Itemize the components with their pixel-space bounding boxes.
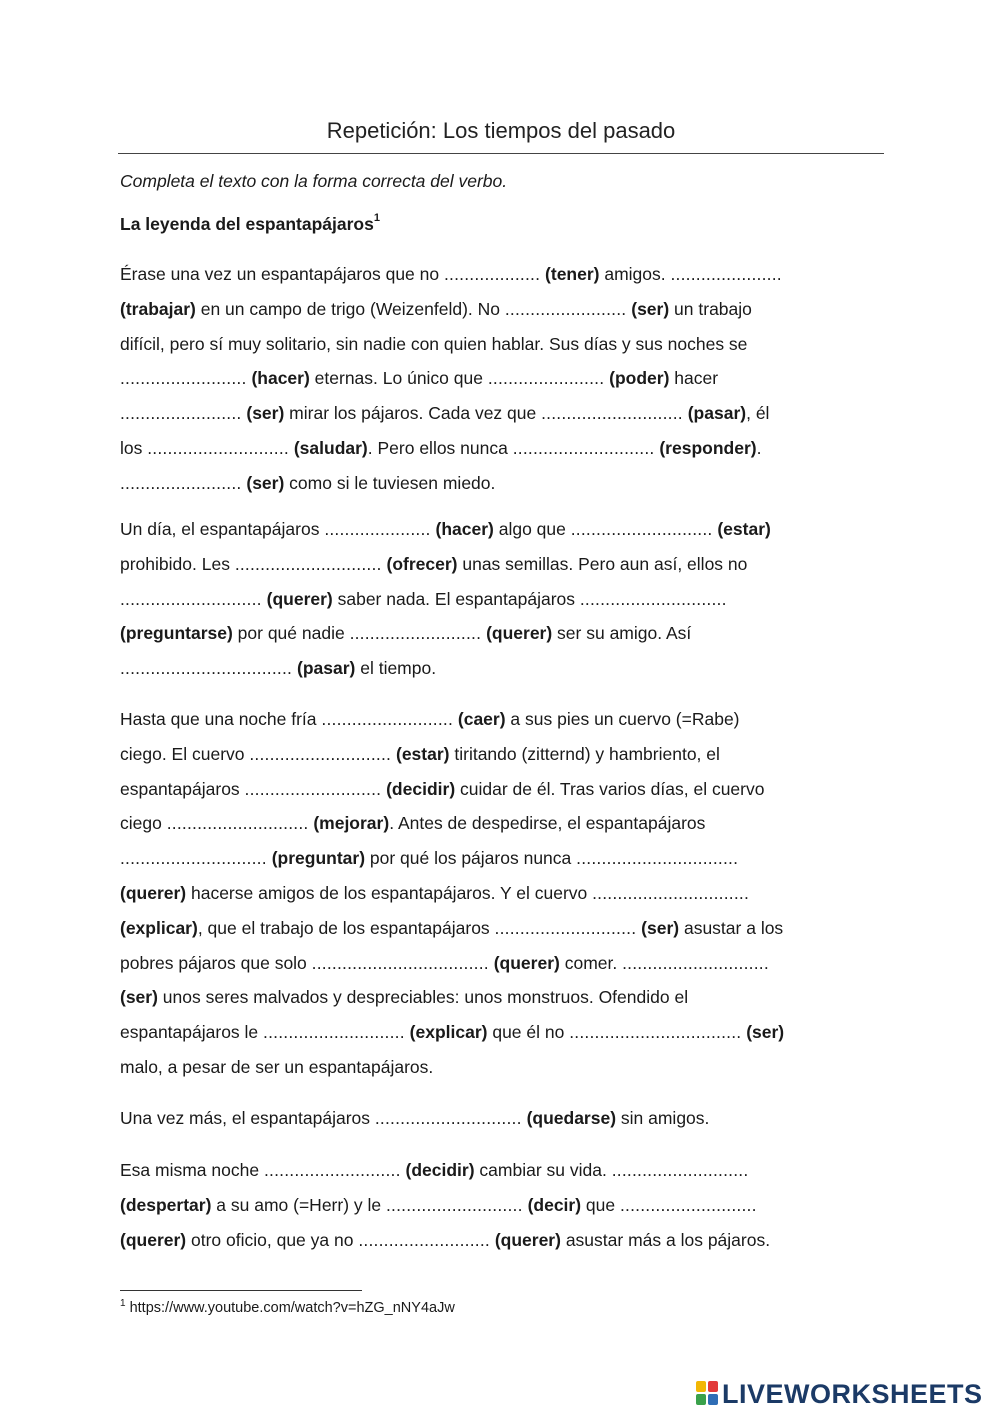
text-segment: cambiar su vida.: [474, 1160, 612, 1180]
answer-blank[interactable]: .............................: [579, 588, 727, 609]
text-segment: asustar más a los pájaros.: [560, 1229, 771, 1250]
text-line: [120, 1050, 885, 1085]
answer-blank[interactable]: ...................: [443, 264, 541, 284]
text-segment: espantapájaros: [120, 778, 245, 799]
text-segment: el tiempo.: [355, 658, 437, 679]
text-segment: Hasta que una noche fría: [120, 709, 322, 729]
text-segment: Érase una vez un espantapájaros que no: [120, 264, 444, 284]
text-segment: ciego: [120, 813, 167, 834]
text-segment: hacerse amigos de los espantapájaros. Y el cuervo: [186, 882, 593, 903]
logo-icon: [696, 1381, 720, 1407]
text-line: [120, 1188, 885, 1223]
footnote-url: https://www.youtube.com/watch?v=hZG_nNY4aJw: [129, 1299, 455, 1316]
verb-hint: (ser): [641, 917, 680, 938]
answer-blank[interactable]: ............................: [512, 437, 655, 458]
answer-blank[interactable]: ..................................: [569, 1022, 742, 1043]
text-segment: por qué nadie: [232, 623, 350, 644]
verb-hint: (preguntar): [271, 848, 366, 869]
answer-blank[interactable]: .............................: [234, 553, 382, 574]
text-segment: eternas. Lo único que: [309, 368, 488, 389]
text-segment: ser su amigo. Así: [552, 623, 692, 644]
text-segment: algo que: [493, 519, 571, 539]
verb-hint: (ser): [746, 1022, 785, 1043]
text-segment: a su amo (=Herr) y le: [211, 1194, 386, 1215]
footnote-number: 1: [120, 1298, 126, 1309]
text-segment: sin amigos.: [616, 1108, 710, 1128]
verb-hint: (caer): [457, 709, 506, 729]
text-line: [120, 841, 885, 876]
answer-blank[interactable]: ............................: [570, 519, 713, 539]
text-line: [120, 396, 885, 431]
text-segment: Una vez más, el espantapájaros: [120, 1108, 375, 1128]
instructions: Completa el texto con la forma correcta del verbo.: [120, 171, 508, 191]
text-segment: prohibido. Les: [120, 553, 235, 574]
verb-hint: (pasar): [297, 658, 356, 679]
answer-blank[interactable]: ........................: [120, 472, 242, 493]
text-line: [120, 1101, 885, 1136]
logo-text: LIVEWORKSHEETS: [722, 1378, 983, 1409]
text-line: [120, 466, 885, 501]
text-line: [120, 582, 885, 617]
text-segment: un trabajo: [669, 298, 752, 319]
answer-blank[interactable]: ............................: [166, 813, 309, 834]
text-segment: mirar los pájaros. Cada vez que: [284, 403, 542, 424]
text-line: [120, 1153, 885, 1188]
text-segment: saber nada. El espantapájaros: [332, 588, 580, 609]
text-segment: hacer: [669, 368, 719, 389]
verb-hint: (saludar): [293, 437, 368, 458]
answer-blank[interactable]: ...........................: [386, 1194, 523, 1215]
text-line: [120, 292, 885, 327]
verb-hint: (responder): [659, 437, 757, 458]
text-segment: , él: [746, 403, 770, 424]
verb-hint: (decidir): [386, 778, 456, 799]
text-segment: por qué los pájaros nunca: [365, 848, 577, 869]
verb-hint: (decir): [527, 1194, 582, 1215]
story-title-text: La leyenda del espantapájaros: [120, 214, 374, 234]
text-line: [120, 327, 885, 362]
answer-blank[interactable]: .............................: [374, 1108, 522, 1128]
text-segment: , que el trabajo de los espantapájaros: [197, 917, 495, 938]
text-segment: Un día, el espantapájaros: [120, 519, 325, 539]
answer-blank[interactable]: ...............................: [592, 882, 750, 903]
text-segment: los: [120, 437, 148, 458]
verb-hint: (ofrecer): [386, 553, 458, 574]
text-line: [120, 616, 885, 651]
footnote-ref: 1: [373, 212, 380, 225]
verb-hint: (ser): [246, 403, 285, 424]
text-segment: asustar a los: [679, 917, 784, 938]
answer-blank[interactable]: ...........................: [611, 1160, 749, 1180]
text-segment: ciego. El cuervo: [120, 743, 250, 764]
verb-hint: (querer): [120, 882, 187, 903]
answer-blank[interactable]: ................................: [576, 848, 739, 869]
text-segment: malo, a pesar de ser un espantapájaros.: [120, 1056, 434, 1077]
text-line: [120, 772, 885, 807]
text-line: [120, 512, 885, 547]
text-segment: pobres pájaros que solo: [120, 952, 312, 973]
text-line: [120, 737, 885, 772]
answer-blank[interactable]: ............................: [249, 743, 392, 764]
answer-blank[interactable]: ............................: [263, 1022, 405, 1043]
answer-blank[interactable]: ..........................: [321, 709, 454, 729]
verb-hint: (trabajar): [120, 298, 196, 319]
liveworksheets-logo: [696, 1377, 983, 1411]
story-paragraph: [120, 1153, 885, 1257]
verb-hint: (pasar): [687, 403, 747, 424]
text-segment: amigos.: [599, 264, 671, 284]
text-segment: que él no: [487, 1022, 570, 1043]
answer-blank[interactable]: .........................: [120, 368, 247, 389]
answer-blank[interactable]: ...........................: [619, 1194, 757, 1215]
verb-hint: (ser): [631, 298, 670, 319]
answer-blank[interactable]: .............................: [120, 848, 267, 869]
text-line: [120, 876, 885, 911]
answer-blank[interactable]: .....................: [324, 519, 431, 539]
answer-blank[interactable]: ..........................: [358, 1229, 490, 1250]
text-segment: a sus pies un cuervo (=Rabe): [505, 709, 740, 729]
text-line: [120, 911, 885, 946]
answer-blank[interactable]: ............................: [541, 403, 683, 424]
text-line: [120, 702, 885, 737]
answer-blank[interactable]: .......................: [487, 368, 605, 389]
verb-hint: (explicar): [120, 917, 198, 938]
text-segment: .: [756, 437, 762, 458]
answer-blank[interactable]: ......................: [670, 264, 782, 284]
text-segment: como si le tuviesen miedo.: [284, 472, 496, 493]
story-paragraph: [120, 257, 885, 501]
text-line: [120, 361, 885, 396]
text-segment: . Antes de despedirse, el espantapájaros: [389, 813, 706, 834]
text-segment: que: [581, 1194, 620, 1215]
text-segment: comer.: [559, 952, 623, 973]
story-paragraph: [120, 512, 885, 686]
text-segment: espantapájaros le: [120, 1022, 264, 1043]
verb-hint: (ser): [246, 472, 285, 493]
story-title: [120, 214, 380, 235]
answer-blank[interactable]: ..................................: [120, 658, 293, 679]
text-line: [120, 806, 885, 841]
verb-hint: (ser): [120, 987, 158, 1008]
answer-blank[interactable]: .............................: [622, 952, 769, 973]
verb-hint: (poder): [609, 368, 670, 389]
text-segment: en un campo de trigo (Weizenfeld). No: [195, 298, 505, 319]
text-line: [120, 946, 885, 981]
text-segment: . Pero ellos nunca: [367, 437, 513, 458]
text-segment: unos seres malvados y despreciables: unos monstruos. Ofendido el: [157, 987, 689, 1008]
verb-hint: (estar): [717, 519, 771, 539]
answer-blank[interactable]: ........................: [120, 403, 242, 424]
verb-hint: (querer): [486, 623, 553, 644]
text-segment: difícil, pero sí muy solitario, sin nadie con quien hablar. Sus días y sus noches se: [120, 333, 748, 354]
verb-hint: (querer): [494, 1229, 561, 1250]
verb-hint: (mejorar): [313, 813, 390, 834]
title-divider: [118, 153, 884, 154]
verb-hint: (querer): [266, 588, 333, 609]
text-line: [120, 1015, 885, 1050]
footnote-divider: [120, 1290, 362, 1291]
verb-hint: (querer): [120, 1229, 187, 1250]
text-line: [120, 651, 885, 686]
text-segment: cuidar de él. Tras varios días, el cuervo: [455, 778, 765, 799]
answer-blank[interactable]: ............................: [147, 437, 289, 458]
verb-hint: (tener): [545, 264, 600, 284]
text-line: [120, 980, 885, 1015]
verb-hint: (preguntarse): [120, 623, 233, 644]
answer-blank[interactable]: ............................: [120, 588, 262, 609]
answer-blank[interactable]: ..........................: [349, 623, 482, 644]
verb-hint: (querer): [493, 952, 560, 973]
text-line: [120, 257, 885, 292]
footnote: [120, 1298, 455, 1316]
verb-hint: (despertar): [120, 1194, 212, 1215]
text-line: [120, 547, 885, 582]
text-segment: otro oficio, que ya no: [186, 1229, 359, 1250]
verb-hint: (hacer): [251, 368, 310, 389]
story-paragraph: [120, 702, 885, 1085]
verb-hint: (explicar): [409, 1022, 488, 1043]
page-title: Repetición: Los tiempos del pasado: [326, 118, 676, 143]
text-line: [120, 1223, 885, 1258]
answer-blank[interactable]: ...................................: [311, 952, 489, 973]
text-line: [120, 431, 885, 466]
text-segment: Esa misma noche: [120, 1160, 264, 1180]
text-segment: unas semillas. Pero aun así, ellos no: [457, 553, 748, 574]
verb-hint: (decidir): [405, 1160, 475, 1180]
answer-blank[interactable]: ...........................: [263, 1160, 401, 1180]
verb-hint: (estar): [396, 743, 450, 764]
answer-blank[interactable]: ........................: [504, 298, 627, 319]
answer-blank[interactable]: ............................: [494, 917, 637, 938]
text-segment: tiritando (zitternd) y hambriento, el: [449, 743, 720, 764]
verb-hint: (hacer): [435, 519, 494, 539]
verb-hint: (quedarse): [526, 1108, 617, 1128]
answer-blank[interactable]: ...........................: [244, 778, 382, 799]
story-paragraph: [120, 1101, 885, 1136]
